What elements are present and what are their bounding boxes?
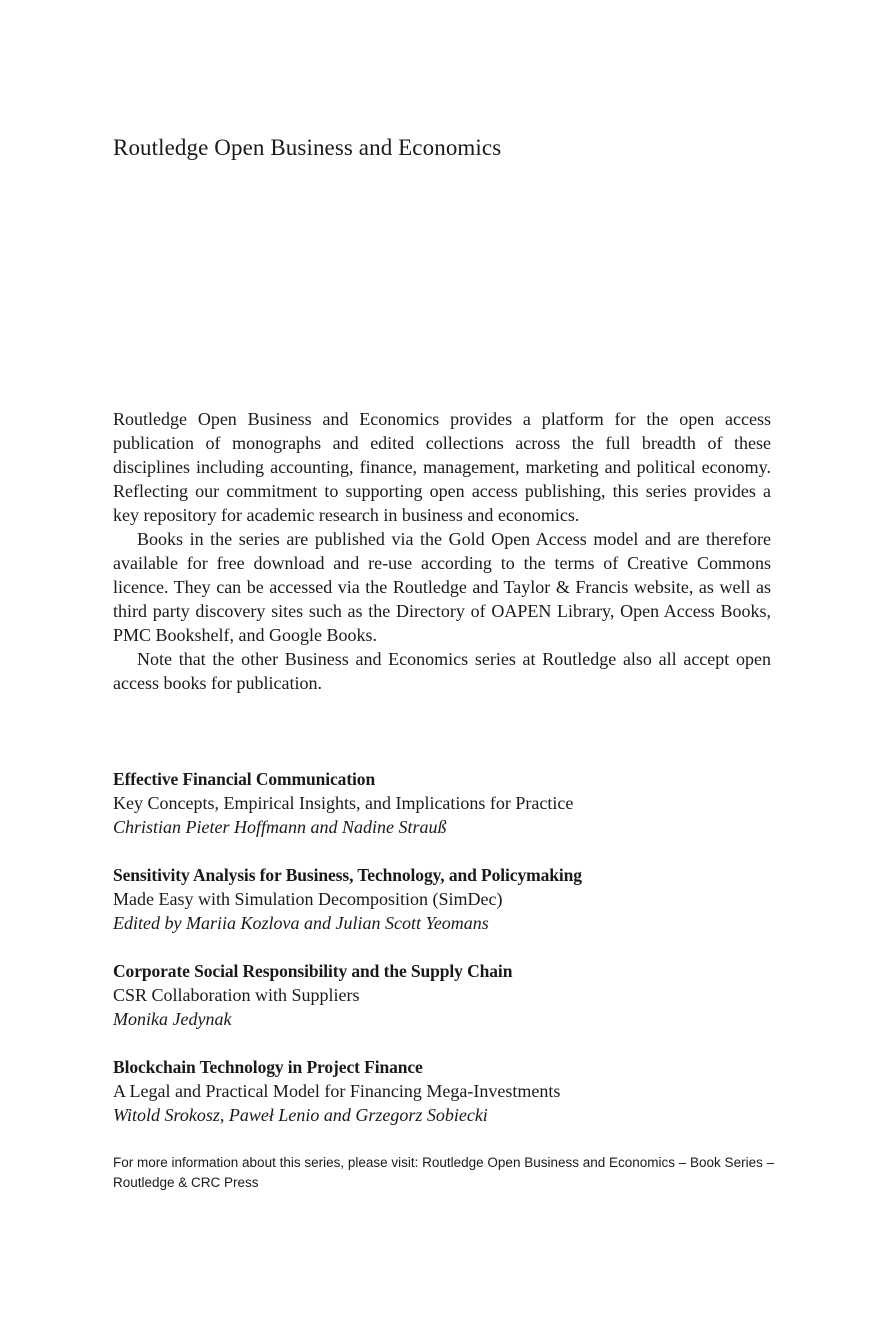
book-title: Effective Financial Communication bbox=[113, 769, 376, 789]
book-entry bbox=[113, 767, 783, 839]
book-author: Witold Srokosz, Paweł Lenio and Grzegorz Sobiecki bbox=[113, 1105, 488, 1125]
book-subtitle: Made Easy with Simulation Decomposition (SimDec) bbox=[113, 889, 503, 909]
book-title: Sensitivity Analysis for Business, Technology, and Policymaking bbox=[113, 865, 582, 885]
book-author: Edited by Mariia Kozlova and Julian Scott Yeomans bbox=[113, 913, 489, 933]
book-entry bbox=[113, 863, 783, 935]
description-paragraph: Note that the other Business and Economics series at Routledge also all accept open access books for publication. bbox=[113, 649, 771, 693]
book-author: Monika Jedynak bbox=[113, 1009, 232, 1029]
book-author: Christian Pieter Hoffmann and Nadine Strauß bbox=[113, 817, 447, 837]
book-entry bbox=[113, 959, 783, 1031]
book-list bbox=[113, 767, 783, 1151]
series-title: Routledge Open Business and Economics bbox=[113, 135, 502, 160]
series-info-note: For more information about this series, please visit: Routledge Open Business and Economics – Book Series – Routledge & CRC Press bbox=[113, 1155, 775, 1190]
book-subtitle: Key Concepts, Empirical Insights, and Implications for Practice bbox=[113, 793, 574, 813]
book-title: Blockchain Technology in Project Finance bbox=[113, 1057, 423, 1077]
book-subtitle: A Legal and Practical Model for Financing Mega-Investments bbox=[113, 1081, 561, 1101]
book-entry bbox=[113, 1055, 783, 1127]
book-subtitle: CSR Collaboration with Suppliers bbox=[113, 985, 360, 1005]
book-title: Corporate Social Responsibility and the Supply Chain bbox=[113, 961, 513, 981]
description-paragraph: Routledge Open Business and Economics provides a platform for the open access publication of monographs and edited collections across the full breadth of these disciplines including accounting, finance, management, marketing and political economy. Reflecting our commitment to supporting open access publishing, this series provides a key repository for academic research in business and economics. bbox=[113, 409, 771, 525]
description-paragraph: Books in the series are published via the Gold Open Access model and are therefore available for free download and re-use according to the terms of Creative Commons licence. They can be accessed via the Routledge and Taylor & Francis website, as well as third party discovery sites such as the Directory of OAPEN Library, Open Access Books, PMC Bookshelf, and Google Books. bbox=[113, 529, 771, 645]
series-description bbox=[113, 407, 771, 695]
